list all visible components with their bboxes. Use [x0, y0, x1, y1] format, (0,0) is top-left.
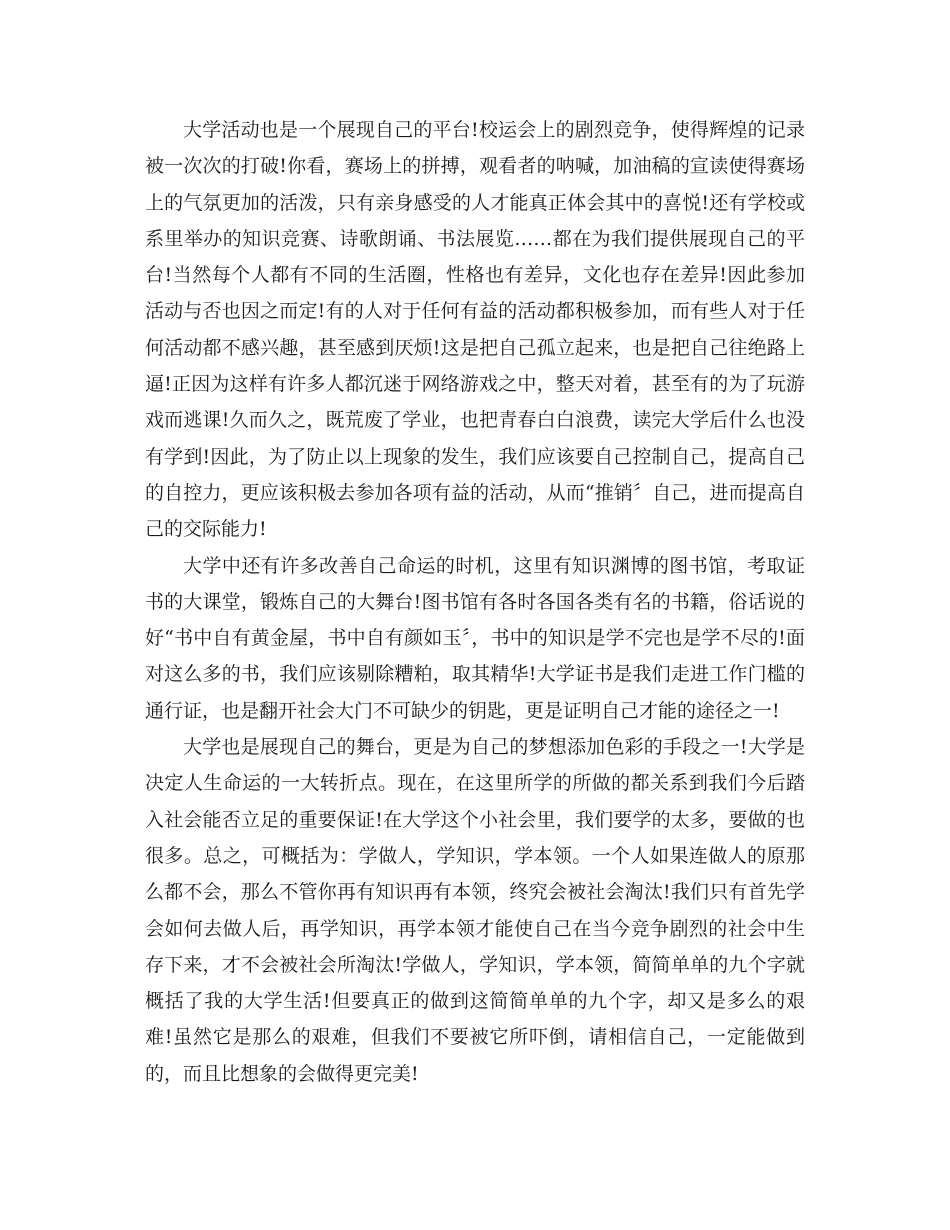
body-text	[145, 112, 805, 1092]
paragraph-opportunities: 大学中还有许多改善自己命运的时机，这里有知识渊博的图书馆，考取证书的大课堂，锻炼自己的大舞台!图书馆有各时各国各类有名的书籍，俗话说的好“书中自有黄金屋，书中自有颜如玉〞，书中的知识是学不完也是学不尽的!面对这么多的书，我们应该剔除糟粕，取其精华!大学证书是我们走进工作门槛的通行证，也是翻开社会大门不可缺少的钥匙，更是证明自己才能的途径之一!	[145, 554, 805, 722]
paragraph-activities: 大学活动也是一个展现自己的平台!校运会上的剧烈竞争，使得辉煌的记录被一次次的打破!你看，赛场上的拼搏，观看者的呐喊，加油稿的宣读使得赛场上的气氛更加的活泼，只有亲身感受的人才能真正体会其中的喜悦!还有学校或系里举办的知识竞赛、诗歌朗诵、书法展览……都在为我们提供展现自己的平台!当然每个人都有不同的生活圈，性格也有差异，文化也存在差异!因此参加活动与否也因之而定!有的人对于任何有益的活动都积极参加，而有些人对于任何活动都不感兴趣，甚至感到厌烦!这是把自己孤立起来，也是把自己往绝路上逼!正因为这样有许多人都沉迷于网络游戏之中，整天对着，甚至有的为了玩游戏而逃课!久而久之，既荒废了学业，也把青春白白浪费，读完大学后什么也没有学到!因此，为了防止以上现象的发生，我们应该要自己控制自己，提高自己的自控力，更应该积极去参加各项有益的活动，从而“推销〞自己，进而提高自己的交际能力!	[145, 119, 805, 541]
paragraph-stage: 大学也是展现自己的舞台，更是为自己的梦想添加色彩的手段之一!大学是决定人生命运的一大转折点。现在，在这里所学的所做的都关系到我们今后踏入社会能否立足的重要保证!在大学这个小社会里，我们要学的太多，要做的也很多。总之，可概括为：学做人，学知识，学本领。一个人如果连做人的原那么都不会，那么不管你再有知识再有本领，终究会被社会淘汰!我们只有首先学会如何去做人后，再学知识，再学本领才能使自己在当今竞争剧烈的社会中生存下来，才不会被社会所淘汰!学做人，学知识，学本领，简简单单的九个字就概括了我的大学生活!但要真正的做到这简简单单的九个字，却又是多么的艰难!虽然它是那么的艰难，但我们不要被它所吓倒，请相信自己，一定能做到的，而且比想象的会做得更完美!	[145, 736, 805, 1085]
